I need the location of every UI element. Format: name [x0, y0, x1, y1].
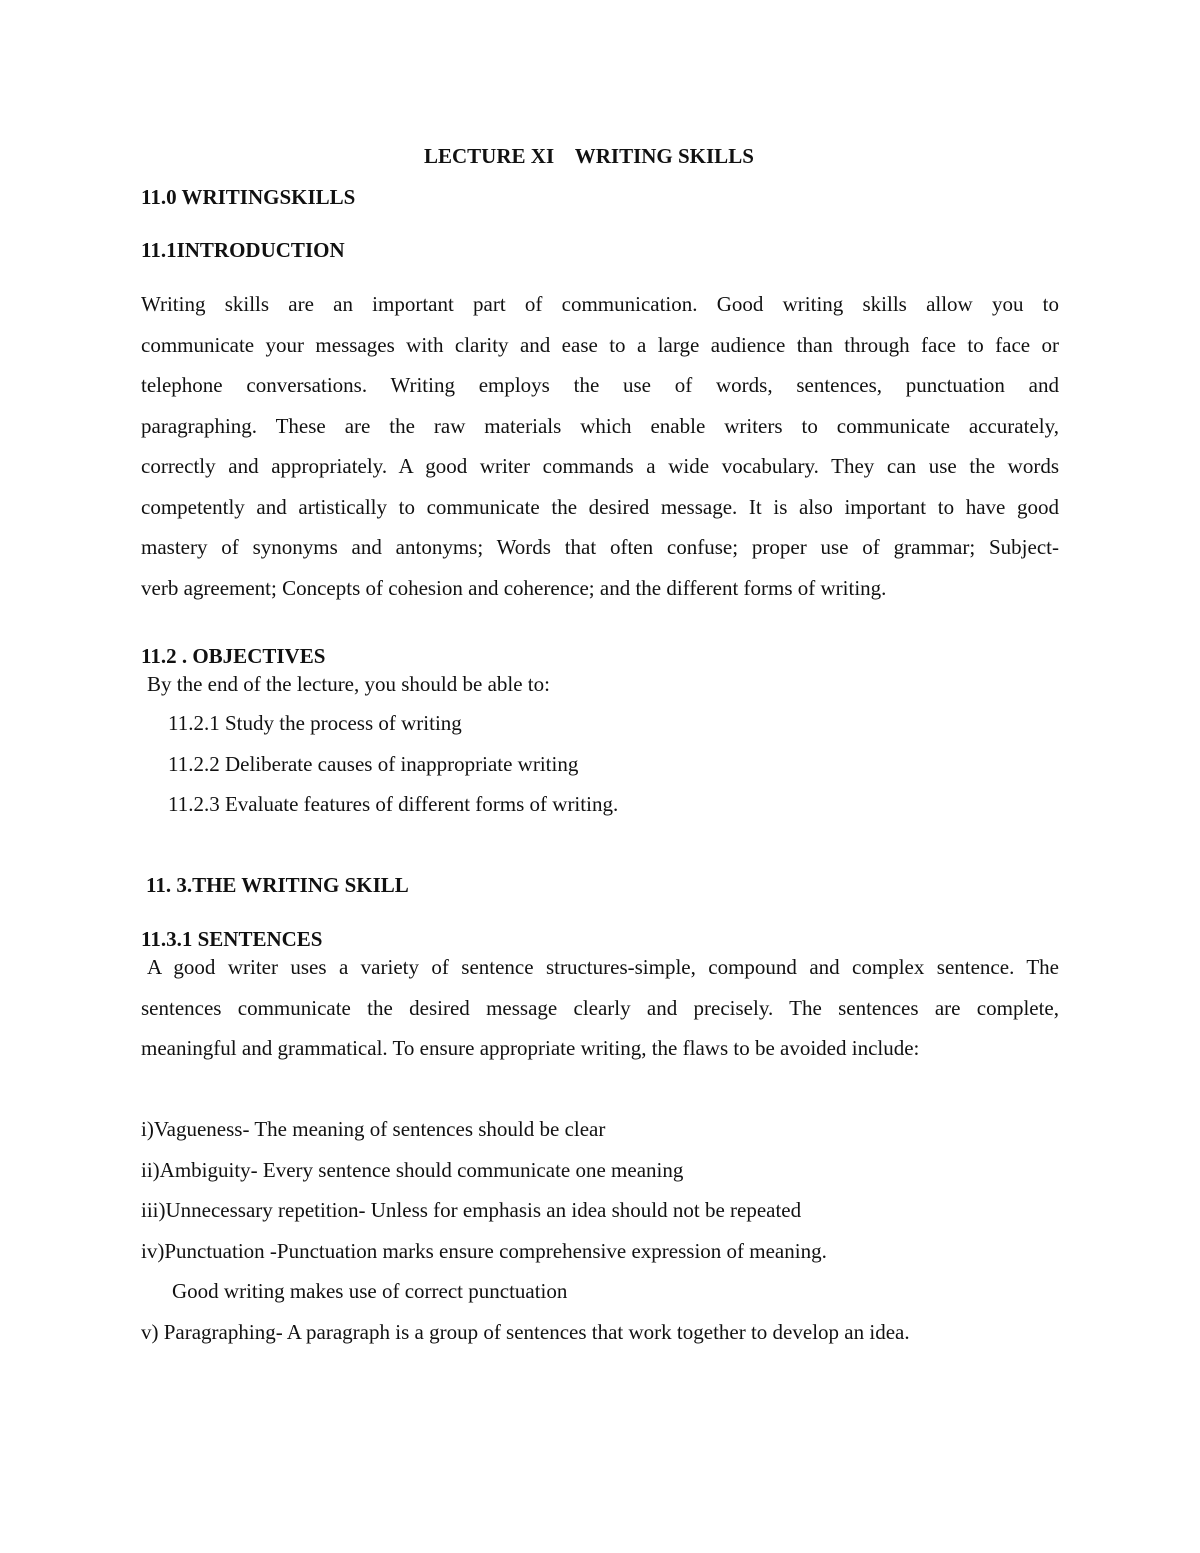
intro-line: telephone conversations. Writing employs the use of words, sentences, punctuation and	[141, 373, 1059, 397]
intro-line: correctly and appropriately. A good writer commands a wide vocabulary. They can use the words	[141, 454, 1059, 478]
intro-line: communicate your messages with clarity and ease to a large audience than through face to face or	[141, 333, 1059, 357]
page-title: LECTURE XI WRITING SKILLS	[424, 144, 754, 168]
objectives-intro: By the end of the lecture, you should be able to:	[147, 672, 550, 696]
sentences-line: sentences communicate the desired message clearly and precisely. The sentences are complete,	[141, 996, 1059, 1020]
sentences-line: meaningful and grammatical. To ensure appropriate writing, the flaws to be avoided include:	[141, 1036, 920, 1060]
intro-line: mastery of synonyms and antonyms; Words that often confuse; proper use of grammar; Subject-	[141, 535, 1059, 559]
intro-line: paragraphing. These are the raw materials which enable writers to communicate accurately,	[141, 414, 1059, 438]
intro-line: verb agreement; Concepts of cohesion and coherence; and the different forms of writing.	[141, 576, 887, 600]
heading-introduction: 11.1INTRODUCTION	[141, 238, 345, 262]
flaw-item: v) Paragraphing- A paragraph is a group of sentences that work together to develop an idea.	[141, 1320, 910, 1344]
objective-item: 11.2.1 Study the process of writing	[168, 711, 462, 735]
heading-sentences: 11.3.1 SENTENCES	[141, 927, 323, 951]
sentences-line: A good writer uses a variety of sentence structures-simple, compound and complex sentence. The	[147, 955, 1059, 979]
flaw-item: iii)Unnecessary repetition- Unless for emphasis an idea should not be repeated	[141, 1198, 802, 1222]
heading-writing-skills: 11.0 WRITINGSKILLS	[141, 185, 356, 209]
objective-item: 11.2.2 Deliberate causes of inappropriate writing	[168, 752, 579, 776]
intro-line: competently and artistically to communicate the desired message. It is also important to have good	[141, 495, 1059, 519]
flaw-item: iv)Punctuation -Punctuation marks ensure comprehensive expression of meaning.	[141, 1239, 827, 1263]
flaw-item: i)Vagueness- The meaning of sentences should be clear	[141, 1117, 606, 1141]
objective-item: 11.2.3 Evaluate features of different forms of writing.	[168, 792, 619, 816]
flaw-item-continuation: Good writing makes use of correct punctuation	[172, 1279, 568, 1303]
flaw-item: ii)Ambiguity- Every sentence should communicate one meaning	[141, 1158, 684, 1182]
heading-writing-skill: 11. 3.THE WRITING SKILL	[146, 873, 409, 897]
intro-line: Writing skills are an important part of communication. Good writing skills allow you to	[141, 292, 1059, 316]
heading-objectives: 11.2 . OBJECTIVES	[141, 644, 326, 668]
